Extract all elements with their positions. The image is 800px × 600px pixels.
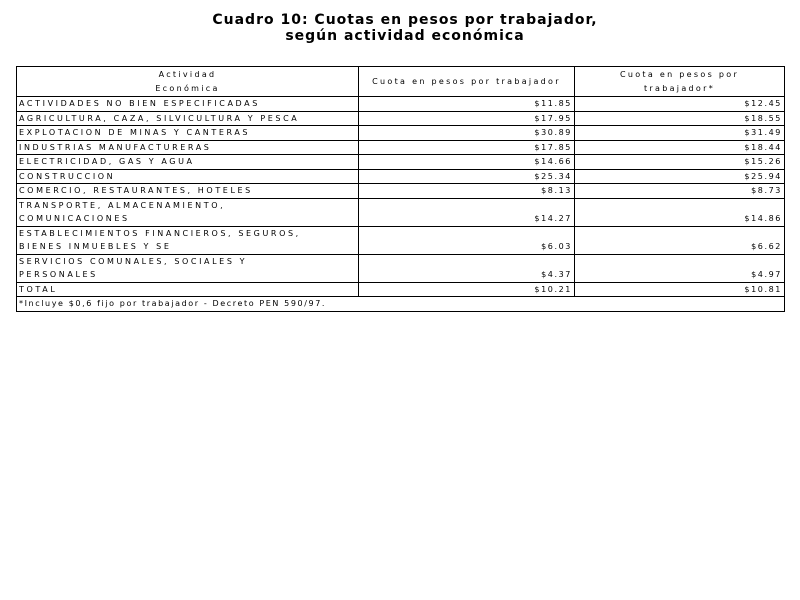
activity-cell: TRANSPORTE, ALMACENAMIENTO, COMUNICACIONES bbox=[17, 198, 359, 226]
footnote: *Incluye $0,6 fijo por trabajador - Decreto PEN 590/97. bbox=[17, 297, 785, 312]
cuotas-table bbox=[16, 66, 785, 312]
cuota-cell: $17.95 bbox=[359, 111, 575, 126]
activity-cell: ESTABLECIMIENTOS FINANCIEROS, SEGUROS, BIENES INMUEBLES Y SE bbox=[17, 226, 359, 254]
cuota-fijo-cell: $31.49 bbox=[575, 126, 785, 141]
cuota-fijo-cell: $12.45 bbox=[575, 97, 785, 112]
cuota-fijo-cell: $18.55 bbox=[575, 111, 785, 126]
cuota-cell: $30.89 bbox=[359, 126, 575, 141]
activity-cell: ACTIVIDADES NO BIEN ESPECIFICADAS bbox=[17, 97, 359, 112]
cuota-cell: $10.21 bbox=[359, 282, 575, 297]
table-row bbox=[17, 169, 785, 184]
table-row bbox=[17, 184, 785, 199]
total-row bbox=[17, 282, 785, 297]
table-row bbox=[17, 126, 785, 141]
cuota-cell: $4.37 bbox=[359, 254, 575, 282]
cuota-fijo-cell: $25.94 bbox=[575, 169, 785, 184]
table-row bbox=[17, 140, 785, 155]
title-line-2: según actividad económica bbox=[285, 28, 525, 44]
table-row bbox=[17, 226, 785, 254]
activity-cell: ELECTRICIDAD, GAS Y AGUA bbox=[17, 155, 359, 170]
cuota-fijo-cell: $14.86 bbox=[575, 198, 785, 226]
activity-cell: COMERCIO, RESTAURANTES, HOTELES bbox=[17, 184, 359, 199]
activity-cell: SERVICIOS COMUNALES, SOCIALES Y PERSONALES bbox=[17, 254, 359, 282]
cuota-cell: $17.85 bbox=[359, 140, 575, 155]
cuota-fijo-cell: $8.73 bbox=[575, 184, 785, 199]
cuota-fijo-cell: $10.81 bbox=[575, 282, 785, 297]
table-row bbox=[17, 155, 785, 170]
activity-cell: AGRICULTURA, CAZA, SILVICULTURA Y PESCA bbox=[17, 111, 359, 126]
cuota-fijo-cell: $4.97 bbox=[575, 254, 785, 282]
header-cuota: Cuota en pesos por trabajador bbox=[359, 67, 575, 97]
table-row bbox=[17, 198, 785, 226]
activity-cell: INDUSTRIAS MANUFACTURERAS bbox=[17, 140, 359, 155]
cuota-cell: $14.27 bbox=[359, 198, 575, 226]
cuota-cell: $25.34 bbox=[359, 169, 575, 184]
header-cuota-fijo: Cuota en pesos por trabajador* bbox=[575, 67, 785, 97]
cuota-cell: $8.13 bbox=[359, 184, 575, 199]
cuota-cell: $14.66 bbox=[359, 155, 575, 170]
header-row bbox=[17, 67, 785, 97]
title-line-1: Cuadro 10: Cuotas en pesos por trabajador, bbox=[212, 12, 598, 28]
cuota-fijo-cell: $15.26 bbox=[575, 155, 785, 170]
cuota-fijo-cell: $18.44 bbox=[575, 140, 785, 155]
header-actividad: Actividad Económica bbox=[17, 67, 359, 97]
table-row bbox=[17, 97, 785, 112]
cuota-cell: $11.85 bbox=[359, 97, 575, 112]
table-row bbox=[17, 111, 785, 126]
table-row bbox=[17, 254, 785, 282]
cuota-cell: $6.03 bbox=[359, 226, 575, 254]
table-title bbox=[0, 12, 800, 44]
cuota-fijo-cell: $6.62 bbox=[575, 226, 785, 254]
activity-cell: TOTAL bbox=[17, 282, 359, 297]
footnote-row bbox=[17, 297, 785, 312]
activity-cell: CONSTRUCCION bbox=[17, 169, 359, 184]
activity-cell: EXPLOTACION DE MINAS Y CANTERAS bbox=[17, 126, 359, 141]
